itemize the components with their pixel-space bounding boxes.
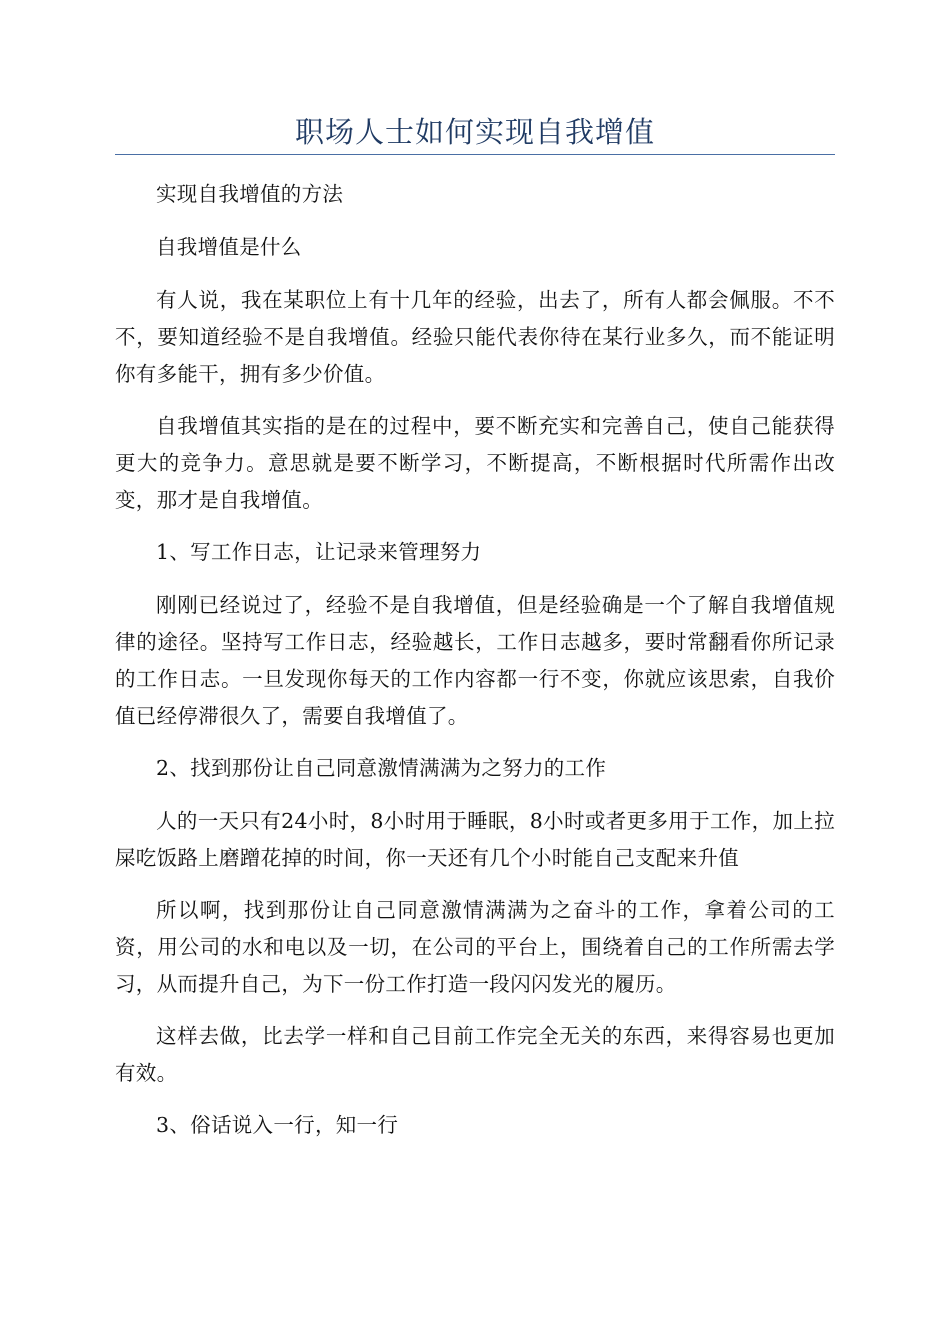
body-paragraph: 刚刚已经说过了，经验不是自我增值，但是经验确是一个了解自我增值规律的途径。坚持写工作日志，经验越长，工作日志越多，要时常翻看你所记录的工作日志。一旦发现你每天的工作内容都一行不变，你就应该思索，自我价值已经停滞很久了，需要自我增值了。: [115, 593, 835, 728]
body-paragraph: 自我增值其实指的是在的过程中，要不断充实和完善自己，使自己能获得更大的竞争力。意思就是要不断学习，不断提高，不断根据时代所需作出改变，那才是自我增值。: [115, 414, 835, 512]
body-paragraph: 这样去做，比去学一样和自己目前工作完全无关的东西，来得容易也更加有效。: [115, 1024, 835, 1085]
numbered-heading: 1、写工作日志，让记录来管理努力: [156, 540, 482, 564]
section-heading: 实现自我增值的方法: [156, 182, 344, 206]
body-paragraph: 人的一天只有24小时，8小时用于睡眠，8小时或者更多用于工作，加上拉屎吃饭路上磨蹭花掉的时间，你一天还有几个小时能自己支配来升值: [115, 809, 835, 870]
body-paragraph: 所以啊，找到那份让自己同意激情满满为之奋斗的工作，拿着公司的工资，用公司的水和电以及一切，在公司的平台上，围绕着自己的工作所需去学习，从而提升自己，为下一份工作打造一段闪闪发光的履历。: [115, 898, 835, 996]
body-paragraph: 有人说，我在某职位上有十几年的经验，出去了，所有人都会佩服。不不不，要知道经验不是自我增值。经验只能代表你待在某行业多久，而不能证明你有多能干，拥有多少价值。: [115, 288, 835, 386]
numbered-heading: 3、俗话说入一行，知一行: [156, 1113, 399, 1137]
title-underline: [115, 154, 835, 155]
section-heading: 自我增值是什么: [156, 235, 302, 259]
document-body: [115, 176, 835, 1160]
numbered-heading: 2、找到那份让自己同意激情满满为之努力的工作: [156, 756, 607, 780]
document-title: 职场人士如何实现自我增值: [294, 115, 655, 149]
